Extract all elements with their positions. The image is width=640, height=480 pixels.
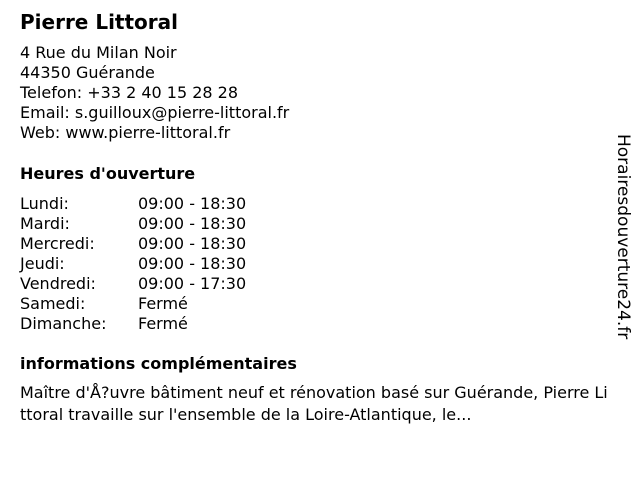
contact-details — [20, 43, 289, 143]
hours-row-monday — [20, 194, 246, 214]
day-hours: Fermé — [138, 294, 188, 313]
day-hours: 09:00 - 18:30 — [138, 214, 247, 233]
day-label: Lundi: — [20, 194, 69, 213]
day-hours: 09:00 - 18:30 — [138, 194, 247, 213]
day-label: Samedi: — [20, 294, 86, 313]
address-line-2: 44350 Guérande — [20, 63, 155, 82]
additional-info-heading: informations complémentaires — [20, 354, 297, 373]
day-label: Mercredi: — [20, 234, 95, 253]
hours-row-sunday — [20, 314, 246, 334]
day-hours: 09:00 - 18:30 — [138, 254, 247, 273]
day-hours: 09:00 - 17:30 — [138, 274, 247, 293]
day-hours: Fermé — [138, 314, 188, 333]
opening-hours-list — [20, 194, 246, 334]
business-name: Pierre Littoral — [20, 10, 179, 34]
day-label: Vendredi: — [20, 274, 96, 293]
address-line-1: 4 Rue du Milan Noir — [20, 43, 177, 62]
phone-line: Telefon: +33 2 40 15 28 28 — [20, 83, 239, 102]
day-hours: 09:00 - 18:30 — [138, 234, 247, 253]
additional-info-text: Maître d'Å?uvre bâtiment neuf et rénovation basé sur Guérande, Pierre Littoral travaille sur l'ensemble de la Loire-Atlantique, le... — [20, 383, 608, 424]
day-label: Jeudi: — [20, 254, 65, 273]
email-line: Email: s.guilloux@pierre-littoral.fr — [20, 103, 290, 122]
hours-row-saturday — [20, 294, 246, 314]
web-line: Web: www.pierre-littoral.fr — [20, 123, 231, 142]
hours-row-thursday — [20, 254, 246, 274]
opening-hours-heading: Heures d'ouverture — [20, 164, 196, 183]
day-label: Mardi: — [20, 214, 70, 233]
site-brand-vertical: Horairesdouverture24.fr — [613, 134, 633, 340]
hours-row-friday — [20, 274, 246, 294]
hours-row-tuesday — [20, 214, 246, 234]
hours-row-wednesday — [20, 234, 246, 254]
day-label: Dimanche: — [20, 314, 107, 333]
